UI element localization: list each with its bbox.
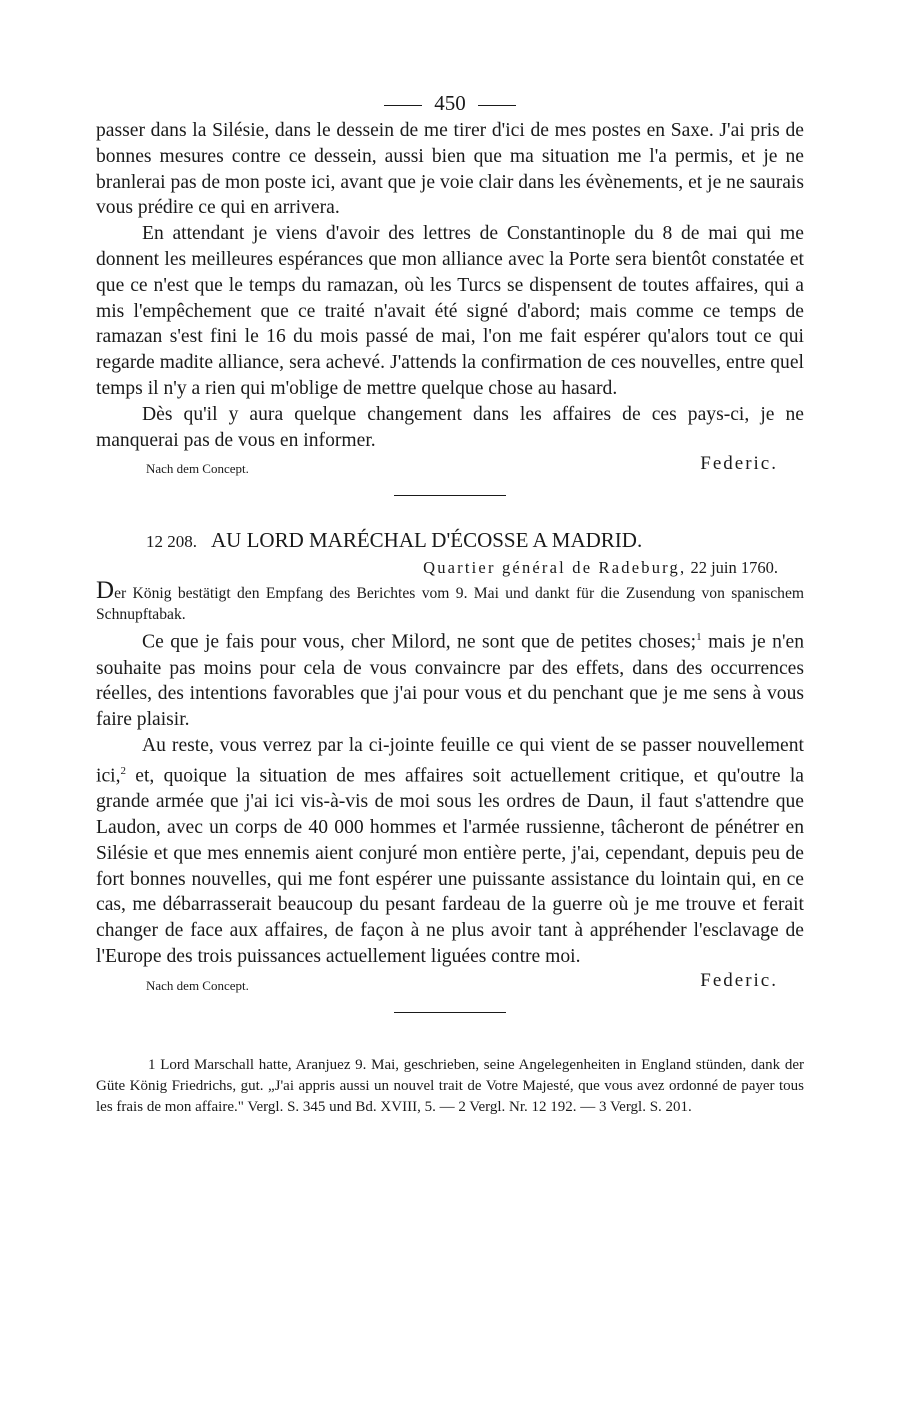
header-dash-left bbox=[384, 105, 422, 106]
letter-title: AU LORD MARÉCHAL D'ÉCOSSE A MADRID. bbox=[211, 528, 643, 553]
prev-signature: Federic. bbox=[700, 453, 778, 475]
letter-paragraph-2-part-a: Au reste, vous verrez par la ci-jointe feuille ce qui vient de se passer nouvellement ici, bbox=[96, 735, 804, 787]
prev-signature-line bbox=[96, 453, 804, 481]
previous-letter bbox=[96, 118, 804, 481]
prev-source-note: Nach dem Concept. bbox=[146, 461, 249, 477]
letter-signature-line bbox=[96, 970, 804, 998]
page-number: 450 bbox=[434, 91, 466, 115]
letter-summary bbox=[96, 577, 804, 625]
footnote-divider bbox=[394, 1012, 506, 1013]
book-page bbox=[96, 88, 804, 1118]
letter-signature: Federic. bbox=[700, 969, 778, 991]
letter-source-note: Nach dem Concept. bbox=[146, 977, 249, 993]
prev-paragraph-3: Dès qu'il y aura quelque changement dans les affaires de ces pays-ci, je ne manquerai pas de vous en informer. bbox=[96, 403, 804, 451]
letter-paragraph-1 bbox=[96, 625, 804, 733]
summary-initial: D bbox=[96, 577, 115, 605]
footnote-ref-1: 1 bbox=[696, 631, 702, 644]
footnote-ref-2: 2 bbox=[120, 764, 126, 777]
letter-heading bbox=[96, 526, 804, 556]
letter-paragraph-1-part-a: Ce que je fais pour vous, cher Milord, ne sont que de petites choses; bbox=[142, 631, 697, 653]
letter-paragraph-1-part-b: mais je n'en souhaite pas moins pour cela de vous convaincre par des effets, dans des occurrences réelles, des intentions favorables que j'ai pour vous et du penchant que je me sens à vous faire plaisir. bbox=[96, 631, 804, 731]
page-header bbox=[96, 88, 804, 118]
footnote-text: 1 Lord Marschall hatte, Aranjuez 9. Mai, geschrieben, seine Angelegenheiten in England stünden, dank der Güte König Friedrichs, gut. „J'ai appris aussi un nouvel trait de Votre Majesté, que vous avez ordonné de payer tous les frais de mon affaire." Vergl. S. 345 und Bd. XVIII, 5. — 2 Vergl. Nr. 12 192. — 3 Vergl. S. 201. bbox=[96, 1056, 804, 1115]
letter-paragraph-2 bbox=[96, 733, 804, 970]
prev-paragraph-2: En attendant je viens d'avoir des lettres de Constantinople du 8 de mai qui me donnent les meilleures espérances que mon alliance avec la Porte sera bientôt constatée et que ce n'est que le temps du ramazan, où les Turcs se dispensent de toutes affaires, qui a mis l'empêchement que ce traité n'avait été signé d'abord; mais comme ce temps de ramazan s'est fini le 16 du mois passé de mai, l'on me fait espérer qu'alors tout ce qui regarde madite alliance, sera achevé. J'attends la confirmation de ces nouvelles, entre quel temps il n'y a rien qui m'oblige de mettre quelque chose au hasard. bbox=[96, 223, 804, 399]
letter-number: 12 208. bbox=[146, 532, 197, 552]
section-divider bbox=[394, 495, 506, 496]
letter-12208 bbox=[96, 526, 804, 997]
footnotes bbox=[96, 1055, 804, 1118]
summary-text: er König bestätigt den Empfang des Berichtes vom 9. Mai und dankt für die Zusendung von spanischem Schnupftabak. bbox=[96, 585, 804, 624]
letter-date: 22 juin 1760. bbox=[690, 558, 778, 578]
letter-paragraph-2-part-b: et, quoique la situation de mes affaires soit actuellement critique, et qu'outre la grande armée que j'ai ici vis-à-vis de moi sous les ordres de Daun, il faut s'attendre que Laudon, avec un corps de 40 000 hommes et l'armée russienne, tâcheront de pénétrer en Silésie et que mes ennemis aient conjuré mon entière perte, j'ai, cependant, depuis peu de fort bonnes nouvelles, qui me font espérer une puissante assistance du lointain qui, en ce cas, me débarrasserait beaucoup du pesant fardeau de la guerre où je me trouve et ferait changer de face aux affaires, de façon à ne plus avoir tant à appréhender l'esclavage de l'Europe des trois puissances actuellement liguées contre moi. bbox=[96, 765, 804, 967]
letter-place: Quartier général de Radeburg, bbox=[423, 558, 687, 578]
header-dash-right bbox=[478, 105, 516, 106]
prev-paragraph-1: passer dans la Silésie, dans le dessein de me tirer d'ici de mes postes en Saxe. J'ai pris de bonnes mesures contre ce dessein, aussi bien que ma situation me l'a permis, et je ne branlerai pas de mon poste ici, avant que je voie clair dans les évènements, et je ne saurais vous prédire ce qui en arrivera. bbox=[96, 120, 804, 219]
letter-dateline bbox=[96, 556, 804, 580]
